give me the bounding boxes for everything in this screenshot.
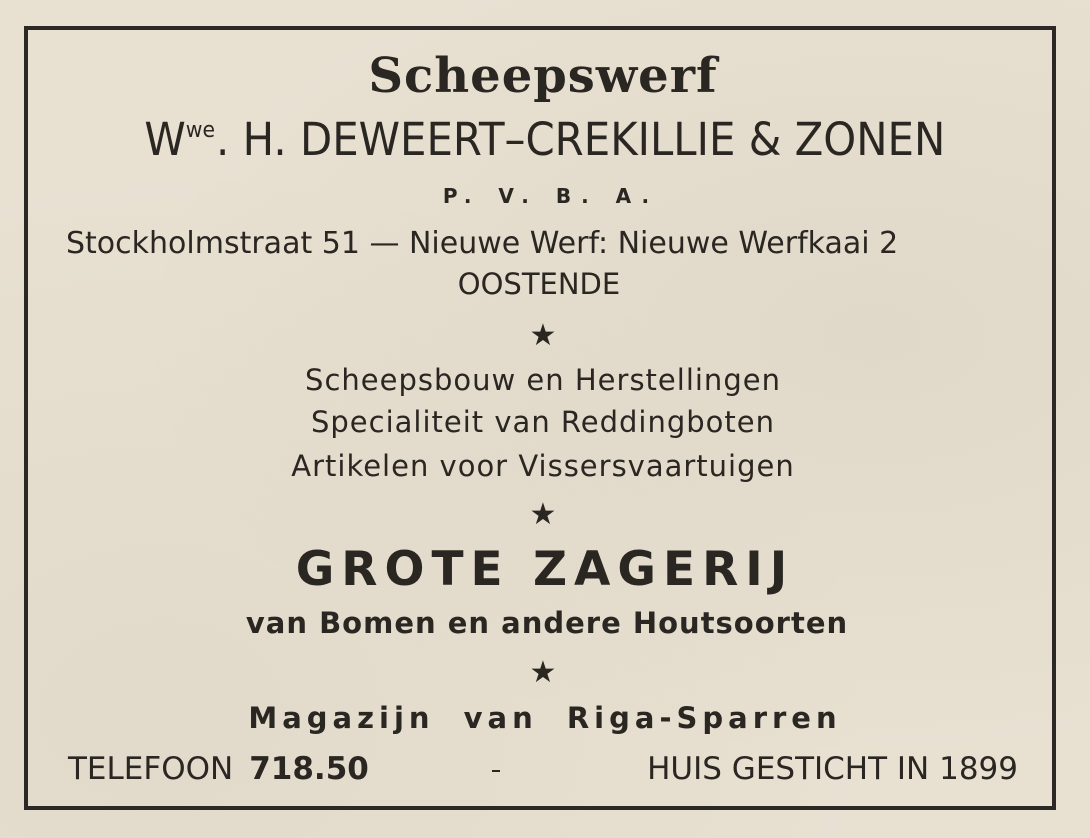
sawmill-subheading: van Bomen en andere Houtsoorten xyxy=(245,606,849,640)
company-name-text: . H. DEWEERT–CREKILLIE & ZONEN xyxy=(216,113,946,166)
legal-form: P. V. B. A. xyxy=(442,184,660,208)
phone-label: TELEFOON xyxy=(68,751,234,787)
service-line: Artikelen voor Vissersvaartuigen xyxy=(291,449,795,483)
ad-title: Scheepswerf xyxy=(368,48,718,104)
phone xyxy=(68,751,369,787)
service-line: Scheepsbouw en Herstellingen xyxy=(305,363,781,397)
star-separator-icon: ★ xyxy=(529,497,557,532)
sawmill-heading: GROTE ZAGERIJ xyxy=(295,542,795,597)
service-line: Specialiteit van Reddingboten xyxy=(310,405,776,439)
city: OOSTENDE xyxy=(457,267,621,301)
founded-year: HUIS GESTICHT IN 1899 xyxy=(647,751,1018,787)
company-prefix: W xyxy=(144,113,186,166)
divider-dash xyxy=(492,770,500,772)
star-separator-icon: ★ xyxy=(529,318,557,353)
phone-number: 718.50 xyxy=(249,751,369,787)
address: Stockholmstraat 51 — Nieuwe Werf: Nieuwe Werfkaai 2 xyxy=(66,226,899,261)
warehouse-line: Magazijn van Riga-Sparren xyxy=(248,701,842,735)
company-name xyxy=(38,113,1052,166)
company-prefix-superscript: we xyxy=(185,118,216,143)
star-separator-icon: ★ xyxy=(529,655,557,690)
